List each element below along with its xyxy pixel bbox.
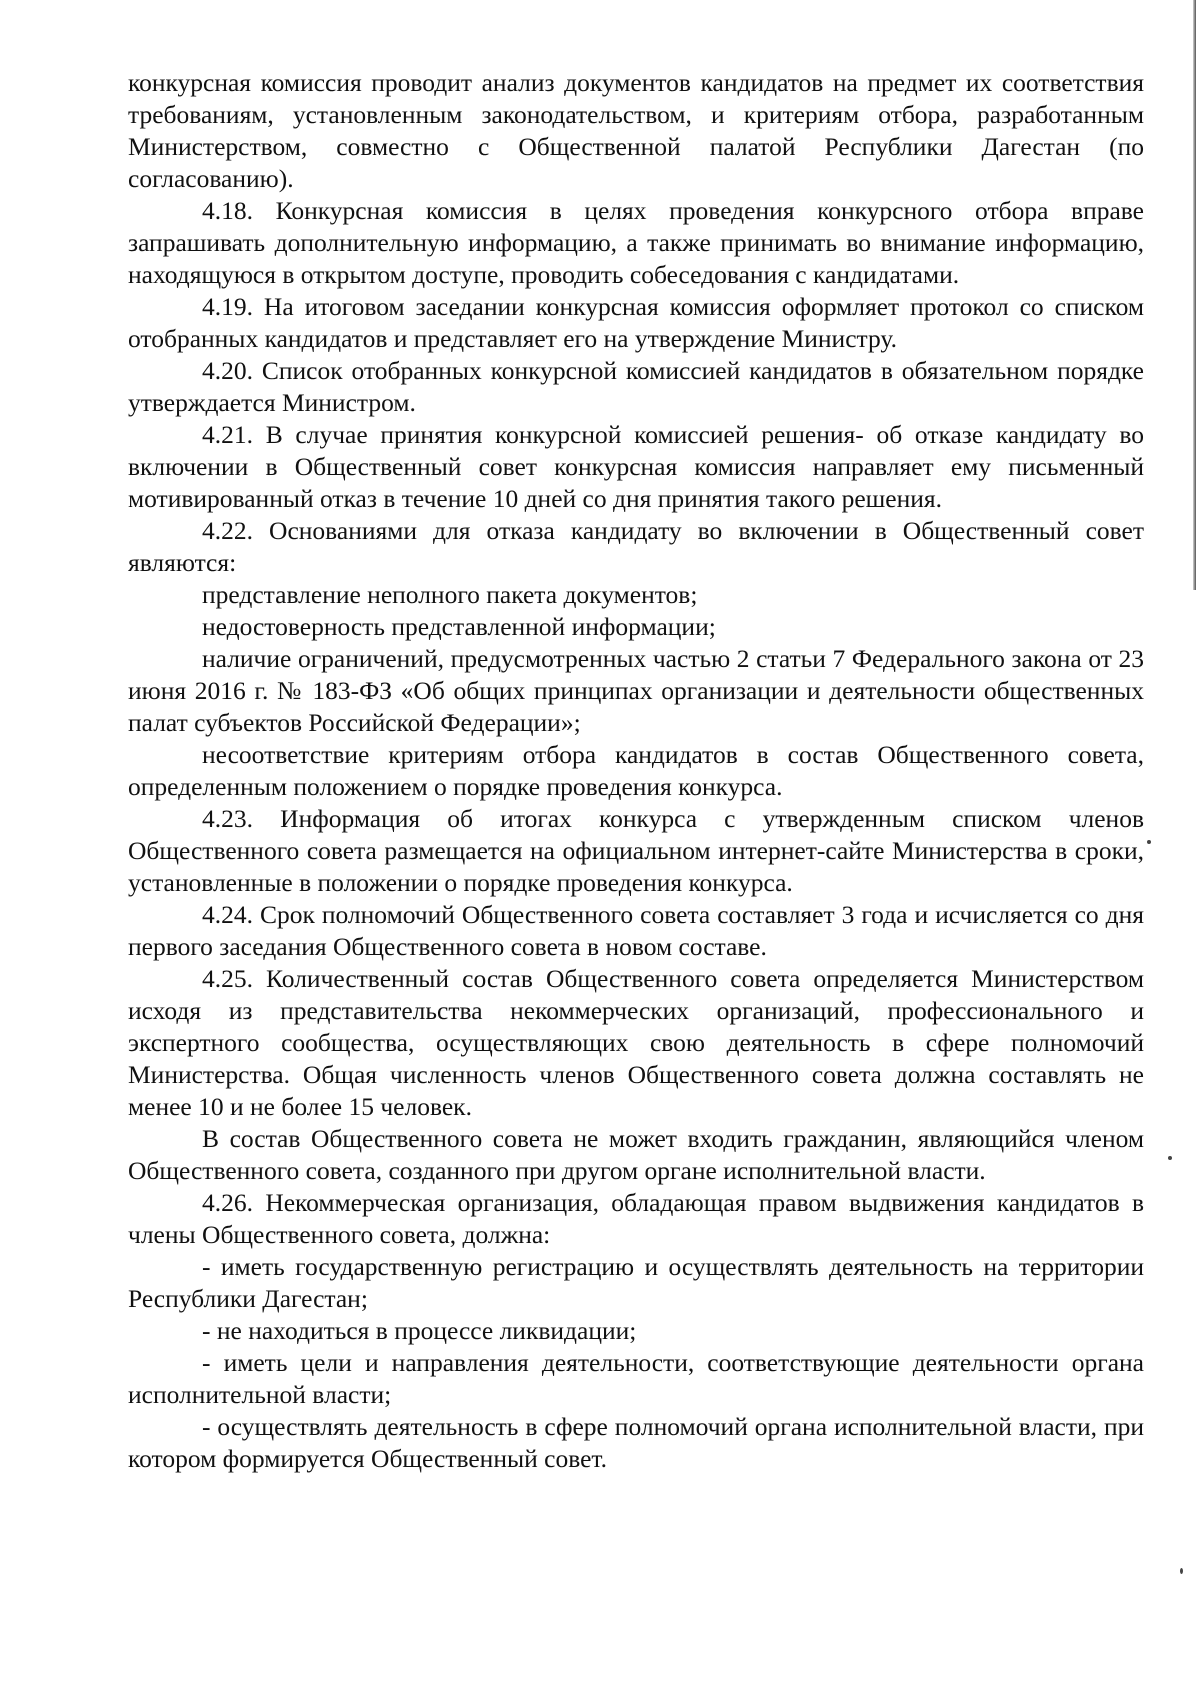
document-body: [128, 67, 1144, 1475]
paragraph: 4.26. Некоммерческая организация, обладающая правом выдвижения кандидатов в члены Общественного совета, должна:: [128, 1188, 1144, 1249]
paragraph: 4.19. На итоговом заседании конкурсная комиссия оформляет протокол со списком отобранных кандидатов и представляет его на утверждение Министру.: [128, 292, 1144, 353]
scan-speck: [1168, 1156, 1172, 1160]
paragraph: 4.24. Срок полномочий Общественного совета составляет 3 года и исчисляется со дня первого заседания Общественного совета в новом составе.: [128, 900, 1144, 961]
list-item: наличие ограничений, предусмотренных частью 2 статьи 7 Федерального закона от 23 июня 2016 г. № 183-ФЗ «Об общих принципах организации и деятельности общественных палат субъектов Российской Федерации»;: [128, 644, 1144, 737]
paragraph: 4.21. В случае принятия конкурсной комиссией решения- об отказе кандидату во включении в Общественный совет конкурсная комиссия направляет ему письменный мотивированный отказ в течение 10 дней со дня принятия такого решения.: [128, 420, 1144, 513]
list-item: - иметь цели и направления деятельности, соответствующие деятельности органа исполнительной власти;: [128, 1348, 1144, 1409]
paragraph: конкурсная комиссия проводит анализ документов кандидатов на предмет их соответствия требованиям, установленным законодательством, и критериям отбора, разработанным Министерством, совместно с Общественной палатой Республики Дагестан (по согласованию).: [128, 68, 1144, 193]
list-item: - иметь государственную регистрацию и осуществлять деятельность на территории Республики Дагестан;: [128, 1252, 1144, 1313]
scan-speck: [1147, 840, 1151, 844]
paragraph: 4.23. Информация об итогах конкурса с утвержденным списком членов Общественного совета размещается на официальном интернет-сайте Министерства в сроки, установленные в положении о порядке проведения конкурса.: [128, 804, 1144, 897]
paragraph: В состав Общественного совета не может входить гражданин, являющийся членом Общественного совета, созданного при другом органе исполнительной власти.: [128, 1124, 1144, 1185]
list-item: - осуществлять деятельность в сфере полномочий органа исполнительной власти, при котором формируется Общественный совет.: [128, 1412, 1144, 1473]
scan-speck: [1180, 1568, 1183, 1574]
paragraph: 4.25. Количественный состав Общественного совета определяется Министерством исходя из представительства некоммерческих организаций, профессионального и экспертного сообщества, осуществляющих свою деятельность в сфере полномочий Министерства. Общая численность членов Общественного совета должна составлять не менее 10 и не более 15 человек.: [128, 964, 1144, 1121]
list-item: представление неполного пакета документов;: [202, 580, 698, 609]
paragraph: 4.18. Конкурсная комиссия в целях проведения конкурсного отбора вправе запрашивать дополнительную информацию, а также принимать во внимание информацию, находящуюся в открытом доступе, проводить собеседования с кандидатами.: [128, 196, 1144, 289]
paragraph: 4.22. Основаниями для отказа кандидату во включении в Общественный совет являются:: [128, 516, 1144, 577]
scan-edge-shadow: [1193, 0, 1196, 590]
list-item: недостоверность представленной информации;: [202, 612, 716, 641]
list-item: несоответствие критериям отбора кандидатов в состав Общественного совета, определенным положением о порядке проведения конкурса.: [128, 740, 1144, 801]
paragraph: 4.20. Список отобранных конкурсной комиссией кандидатов в обязательном порядке утверждается Министром.: [128, 356, 1144, 417]
list-item: - не находиться в процессе ликвидации;: [202, 1316, 637, 1345]
